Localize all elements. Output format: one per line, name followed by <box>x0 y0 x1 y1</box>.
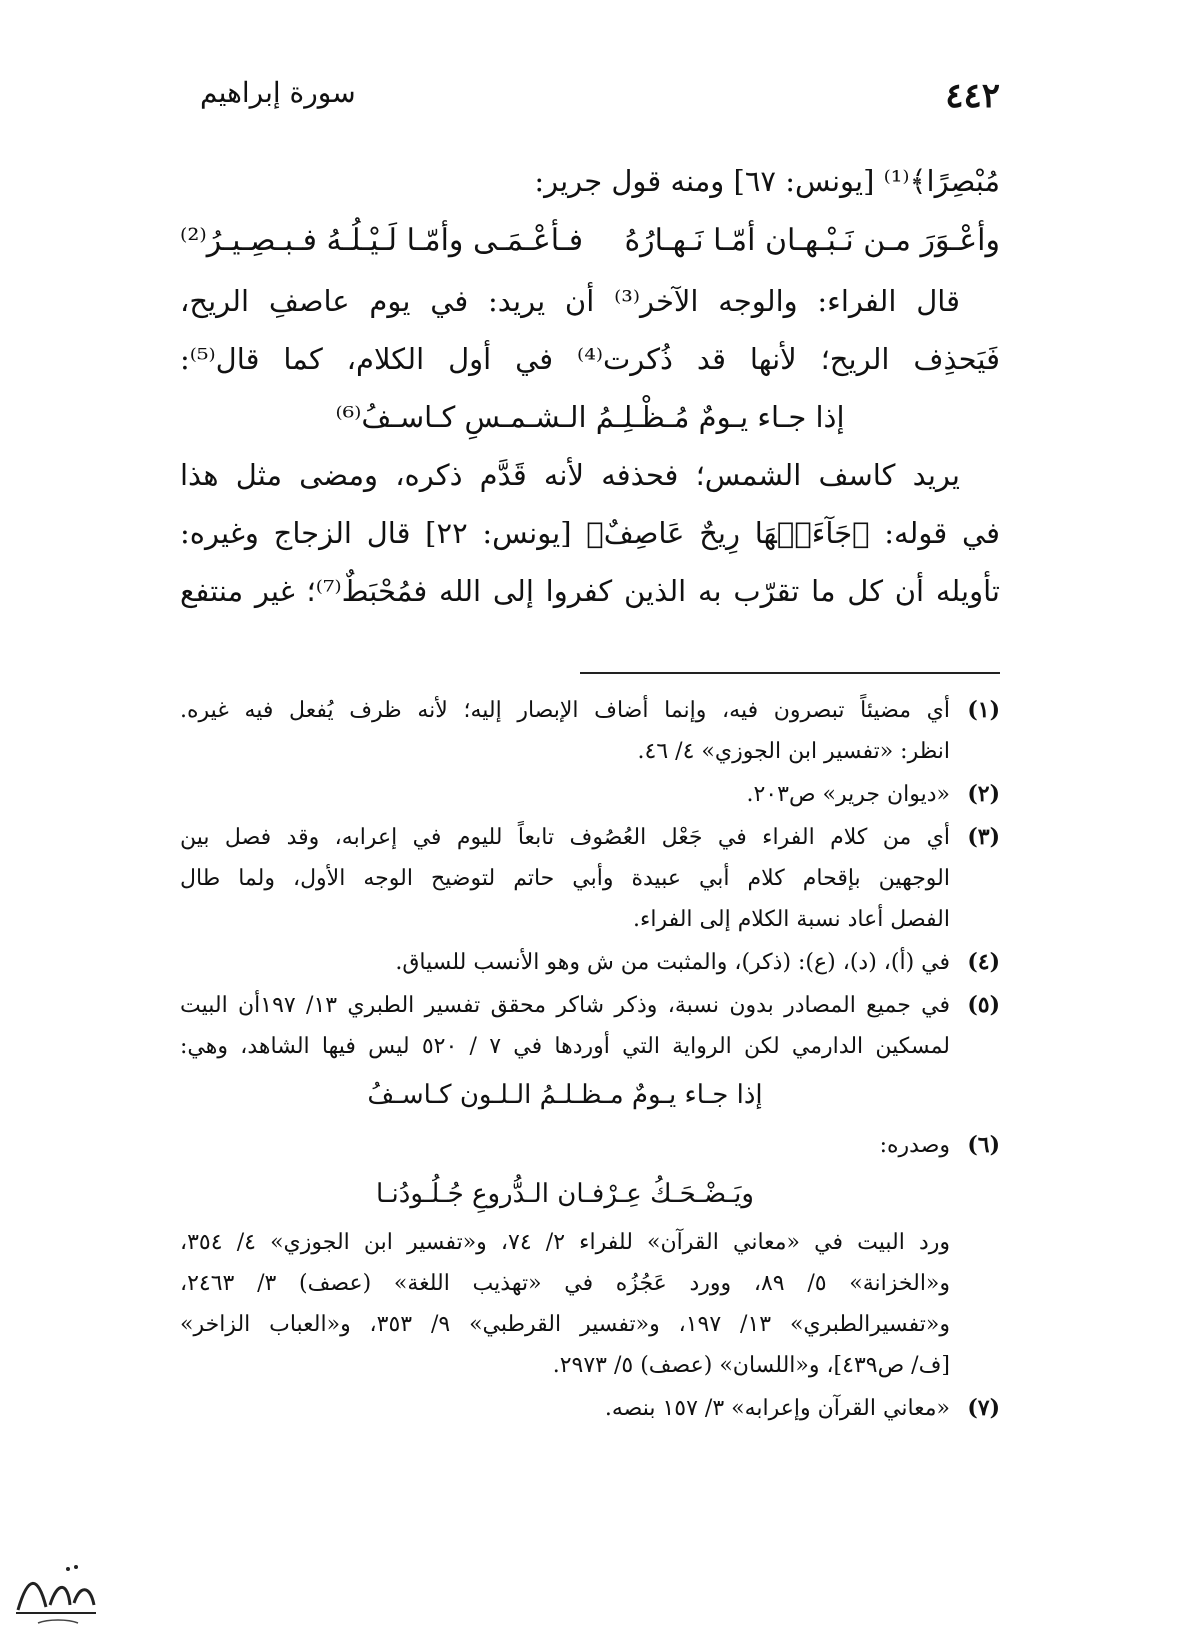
text-line: فَيَحذِف الريح؛ لأنها قد ذُكرت⁽⁴⁾ في أول الكلام، كما قال⁽⁵⁾: <box>180 342 1000 376</box>
footnote-6 <box>180 1125 1000 1386</box>
verse-hemistich-left: فـأعْـمَـى وأمّـا لَـيْـلُـهُ فـبـصِـيـرُ⁽²⁾ <box>180 223 584 258</box>
main-text <box>180 152 1000 620</box>
footnote-line: في جميع المصادر بدون نسبة، وذكر شاكر محقق تفسير الطبري ١٣/ ١٩٧أن البيت <box>180 993 950 1018</box>
footnote-line: الفصل أعاد نسبة الكلام إلى الفراء. <box>633 907 950 932</box>
footnote-line: و«الخزانة» ٥/ ٨٩، وورد عَجُزُه في «تهذيب اللغة» (عصف) ٣/ ٢٤٦٣، <box>180 1271 950 1296</box>
footnote-line: الوجهين بإقحام كلام أبي عبيدة وأبي حاتم لتوضيح الوجه الأول، ولما طال <box>180 866 950 891</box>
footnote-3 <box>180 817 1000 940</box>
footnote-verse: ويَـضْـحَـكُ عِـرْفـان الـدُّروعِ جُـلُـودُنـا <box>376 1179 754 1209</box>
sura-title: سورة إبراهيم <box>200 76 356 109</box>
footnote-divider <box>580 672 1000 674</box>
footnote-line: [ف/ ص٤٣٩]، و«اللسان» (عصف) ٥/ ٢٩٧٣. <box>552 1353 950 1378</box>
footnote-line: انظر: «تفسير ابن الجوزي» ٤/ ٤٦. <box>637 739 950 764</box>
footnote-line: وصدره: <box>879 1133 950 1158</box>
publisher-logo-stamp <box>8 1555 103 1635</box>
footnote-line: «ديوان جرير» ص٢٠٣. <box>746 782 950 807</box>
footnote-number: (٦) <box>967 1132 1000 1158</box>
text-line: في قوله: ﴿جَآءَتۡهَا رِيحٌ عَاصِفٌ﴾ [يونس: ٢٢] قال الزجاج وغيره: <box>180 516 1000 550</box>
footnote-5 <box>180 985 1000 1123</box>
text-line: مُبْصِرًا﴾⁽¹⁾ [يونس: ٦٧] ومنه قول جرير: <box>534 164 1000 198</box>
footnote-line: «معاني القرآن وإعرابه» ٣/ ١٥٧ بنصه. <box>604 1396 950 1421</box>
footnote-number: (٣) <box>967 824 1000 850</box>
footnote-number: (٧) <box>967 1395 1000 1421</box>
footnote-1 <box>180 690 1000 772</box>
poetry-verse <box>180 210 1000 272</box>
poetry-verse-line: إذا جـاء يـومٌ مُـظْـلِـمُ الـشـمـسِ كـاسـفُ⁽⁶⁾ <box>335 400 845 434</box>
footnote-line: لمسكين الدارمي لكن الرواية التي أوردها في ٧ / ٥٢٠ ليس فيها الشاهد، وهي: <box>180 1034 950 1059</box>
footnote-line: أي من كلام الفراء في جَعْل العُصُوف تابعاً لليوم في إعرابه، وقد فصل بين <box>180 825 950 850</box>
footnote-line: و«تفسيرالطبري» ١٣/ ١٩٧، و«تفسير القرطبي» ٩/ ٣٥٣، و«العباب الزاخر» <box>180 1312 950 1337</box>
footnote-number: (٤) <box>967 949 1000 975</box>
text-line: يريد كاسف الشمس؛ فحذفه لأنه قَدَّم ذكره، ومضى مثل هذا <box>180 458 960 492</box>
footnote-number: (١) <box>967 697 1000 723</box>
footnote-number: (٢) <box>967 781 1000 807</box>
footnote-4 <box>180 942 1000 983</box>
footnote-7 <box>180 1388 1000 1429</box>
footnote-number: (٥) <box>967 992 1000 1018</box>
footnote-line: ورد البيت في «معاني القرآن» للفراء ٢/ ٧٤، و«تفسير ابن الجوزي» ٤/ ٣٥٤، <box>180 1230 950 1255</box>
verse-hemistich-right: وأعْـوَرَ مـن نَـبْـهـان أمّـا نَـهـارُهُ <box>624 223 1000 258</box>
footnotes <box>180 690 1000 1431</box>
footnote-2 <box>180 774 1000 815</box>
page-number: ٤٤٢ <box>945 76 1000 116</box>
text-line: تأويله أن كل ما تقرّب به الذين كفروا إلى الله فمُحْبَطٌ⁽⁷⁾؛ غير منتفع <box>180 574 1000 608</box>
footnote-line: في (أ)، (د)، (ع): (ذكر)، والمثبت من ش وهو الأنسب للسياق. <box>395 950 950 975</box>
text-line: قال الفراء: والوجه الآخر⁽³⁾ أن يريد: في يوم عاصفِ الريح، <box>180 284 960 318</box>
footnote-line: أي مضيئاً تبصرون فيه، وإنما أضاف الإبصار إليه؛ لأنه ظرف يُفعل فيه غيره. <box>180 698 950 723</box>
page-header <box>200 72 1000 122</box>
footnote-verse: إذا جـاء يـومٌ مـظـلـمُ الـلـون كـاسـفُ <box>367 1080 763 1110</box>
